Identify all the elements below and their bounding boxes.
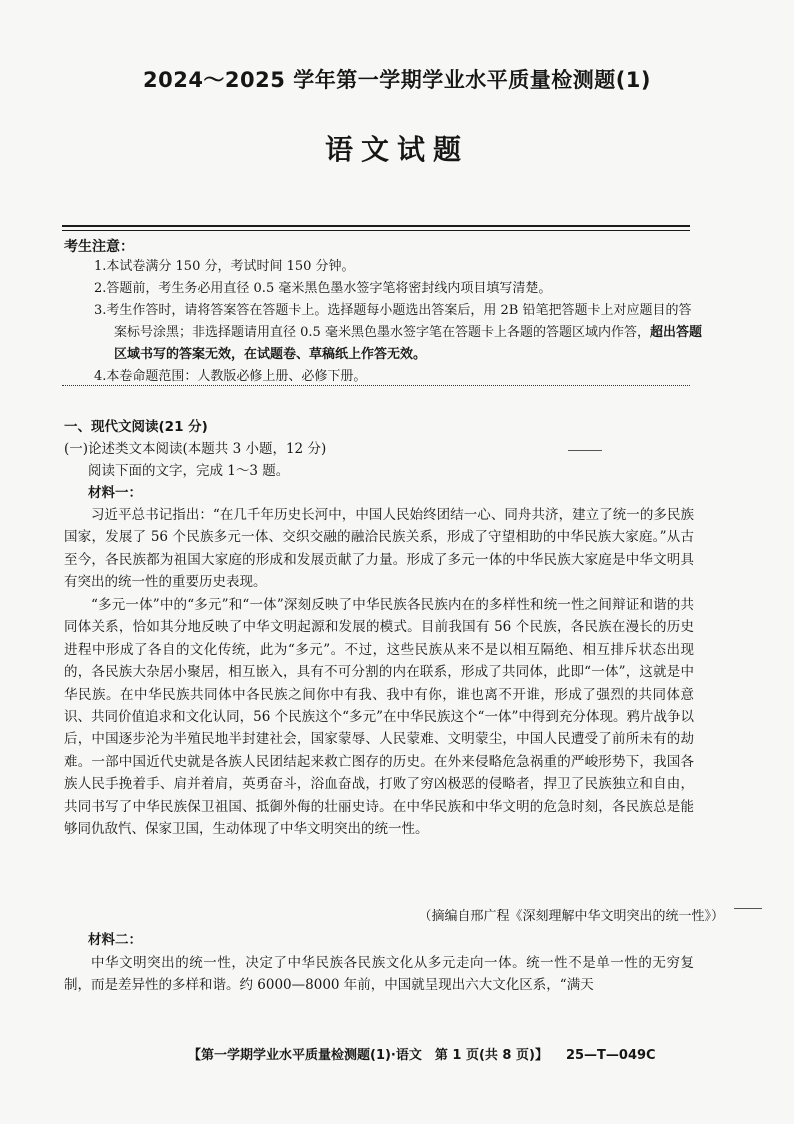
exam-title: 2024～2025 学年第一学期学业水平质量检测题(1) (142, 68, 651, 92)
material-1-label: 材料一： (88, 485, 142, 501)
notice-item-1: 1.本试卷满分 150 分，考试时间 150 分钟。 (94, 259, 355, 274)
material-1-paragraph-2: “多元一体”中的“多元”和“一体”深刻反映了中华民族各民族内在的多样性和统一性之间辩证和谐的共同体关系，恰如其分地反映了中华文明起源和发展的模式。目前我国有 56 个民族，各民族在漫长的历史进程中形成了各自的文化传统，此为“多元”。不过，这些民族从来不是以相互隔绝、相互排斥状态出现的，各民族大杂居小聚居，相互嵌入，具有不可分割的内在联系，形成了共同体，此即“一体”，这就是中华民族。在中华民族共同体中各民族之间你中有我、我中有你，谁也离不开谁，形成了强烈的共同体意识、共同价值追求和文化认同，56 个民族这个“多元”在中华民族这个“一体”中得到充分体现。鸦片战争以后，中国逐步沦为半殖民地半封建社会，国家蒙辱、人民蒙难、文明蒙尘，中国人民遭受了前所未有的劫难。一部中国近代史就是各族人民团结起来救亡图存的历史。在外来侵略危急祸重的严峻形势下，我国各族人民手挽着手、肩并着肩，英勇奋斗，浴血奋战，打败了穷凶极恶的侵略者，捍卫了民族独立和自由，共同书写了中华民族保卫祖国、抵御外侮的壮丽史诗。在中华民族和中华文明的危急时刻，各民族总是能够同仇敌忾、保家卫国，生动体现了中华文明突出的统一性。 (64, 597, 694, 838)
reading-instruction: 阅读下面的文字，完成 1～3 题。 (88, 463, 290, 479)
material-1-source: （摘编自邢广程《深刻理解中华文明突出的统一性》） (418, 909, 724, 924)
notice-divider (62, 385, 690, 386)
header-rule-thick (62, 225, 690, 227)
notice-item-3-text: 3.考生作答时，请将答案答在答题卡上。选择题每小题选出答案后，用 2B 铅笔把答题卡上对应题目的答案标号涂黑；非选择题请用直径 0.5 毫米黑色墨水签字笔在答题卡上各题的答题区域内作答， (94, 303, 692, 340)
material-2-paragraph: 中华文明突出的统一性，决定了中华民族各民族文化从多元走向一体。统一性不是单一性的无穷复制，而是差异性的多样和谐。约 6000—8000 年前，中国就呈现出六大文化区系，“满天 (64, 955, 694, 994)
header-rule-thin (62, 230, 690, 231)
notice-item-2: 2.答题前，考生务必用直径 0.5 毫米黑色墨水签字笔将密封线内项目填写清楚。 (94, 281, 552, 296)
notice-list (94, 256, 704, 388)
section-heading: 一、现代文阅读(21 分) (64, 419, 208, 435)
footer-text: 【第一学期学业水平质量检测题(1)·语文 第 1 页(共 8 页)】 (188, 1048, 548, 1063)
notice-item-3 (94, 300, 704, 366)
footer-code: 25—T—049C (565, 1048, 656, 1063)
margin-mark (734, 908, 762, 909)
notice-item-4: 4.本卷命题范围：人教版必修上册、必修下册。 (94, 369, 367, 384)
notice-heading: 考生注意： (64, 239, 134, 255)
page-footer (188, 1044, 656, 1063)
stray-mark (568, 450, 602, 451)
material-1-paragraph-1: 习近平总书记指出：“在几千年历史长河中，中国人民始终团结一心、同舟共济，建立了统一的多民族国家，发展了 56 个民族多元一体、交织交融的融洽民族关系，形成了守望相助的中华民族大家庭。”从古至今，各民族都为祖国大家庭的形成和发展贡献了力量。形成了多元一体的中华民族大家庭是中华文明具有突出的统一性的重要历史表现。 (64, 507, 694, 591)
material-2-label: 材料二： (88, 932, 142, 948)
notice-item-3-bold: 超出答题区域书写的答案无效，在试题卷、草稿纸上作答无效。 (114, 325, 702, 362)
subject-title: 语文试题 (324, 133, 469, 166)
sub-section-heading: (一)论述类文本阅读(本题共 3 小题，12 分) (64, 441, 327, 457)
